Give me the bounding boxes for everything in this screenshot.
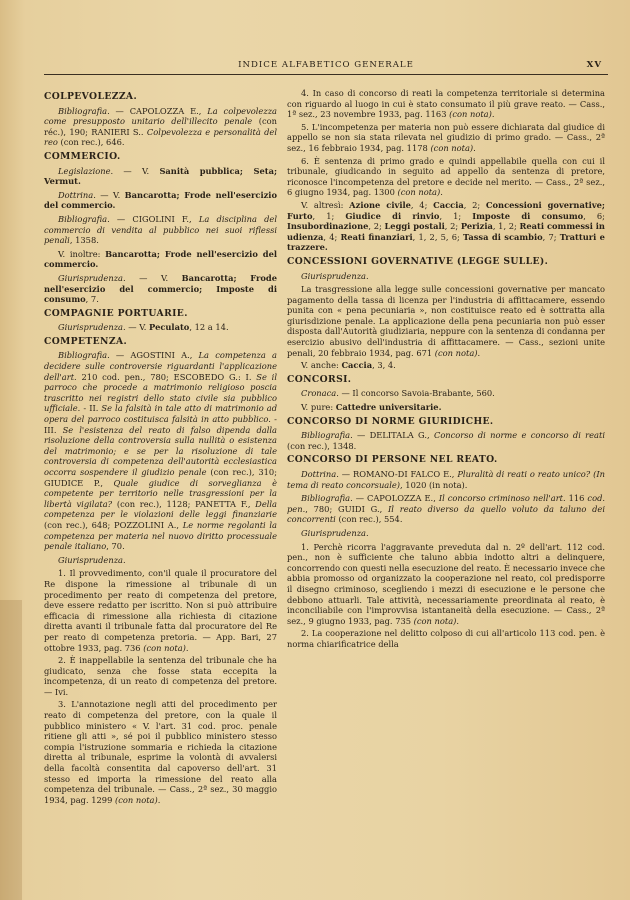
text-run: Bibliografia.	[301, 493, 353, 504]
text-run: , 7;	[542, 231, 560, 242]
text-run: 2. La cooperazione nel delitto colposo di cui all'articolo 113 cod. pen. è norma chiarificatrice della	[287, 628, 605, 649]
text-run: Caccia	[433, 199, 464, 210]
text-run: CAPOLOZZA E.	[129, 105, 199, 116]
running-header	[44, 60, 608, 75]
text-run: Concorso di norme e concorso di reati	[433, 430, 605, 441]
text-run: Se l'esistenza del reato di falso dipenda dalla risoluzione della controversia sulla nullità o esistenza del matrimonio; e se per la risoluzione di tale controversia di competenza dell'autorità ecclesiastica occorra sospendere il giudizio penale	[44, 424, 277, 477]
text-run: Giudice di rinvio	[345, 210, 440, 221]
text-run: Giurisprudenza.	[58, 554, 126, 565]
text-run: —	[352, 430, 370, 441]
text-run: , 1;	[312, 210, 346, 221]
text-run: Reati finanziari	[340, 231, 413, 242]
text-run: —	[338, 469, 353, 479]
text-run: Dottrina.	[301, 469, 339, 479]
text-run: (con rec.), 648;	[44, 519, 114, 530]
text-run: PANETTA F.	[195, 498, 248, 509]
text-run: Tratturi e trazzere.	[287, 231, 605, 253]
section-heading: CONCORSO DI PERSONE NEL REATO.	[287, 454, 498, 466]
text-run: , 2;	[463, 199, 486, 210]
index-entry	[44, 322, 277, 333]
text-run: —	[352, 493, 367, 504]
text-run: Bancarotta; Frode nell'esercizio del commercio.	[44, 248, 277, 270]
text-run: , 1358.	[69, 235, 99, 246]
text-run: Bibliografia.	[301, 430, 353, 441]
index-entry	[44, 190, 277, 211]
text-run: Il concorso criminoso nell'art.	[438, 493, 566, 504]
text-run: (con réc.), 190;	[44, 116, 277, 137]
text-run: 116	[565, 493, 588, 504]
text-run: —	[109, 105, 130, 116]
text-run: — V.	[113, 165, 160, 176]
text-run: (con rec.), 554.	[335, 514, 403, 525]
section-heading: COMPETENZA.	[44, 335, 128, 347]
index-entry	[287, 360, 605, 371]
text-run: , 1, 2;	[492, 221, 520, 232]
index-entry	[44, 350, 277, 551]
text-run: .	[157, 794, 161, 805]
text-run: , 2;	[368, 221, 385, 232]
text-run: (con nota)	[449, 109, 492, 120]
text-run: , 780;	[305, 503, 339, 514]
text-run: .	[456, 615, 460, 626]
text-run: DELITALA G.	[369, 430, 428, 441]
text-run: (con nota)	[143, 642, 186, 653]
text-run: ,	[247, 498, 256, 509]
text-run: V. anche:	[301, 360, 342, 371]
text-run: Tassa di scambio	[463, 231, 543, 242]
text-run: Le norme regolanti la competenza per materia nel nuovo diritto processuale penale italiano	[44, 519, 278, 552]
section-heading: CONCORSI.	[287, 373, 352, 385]
text-run: Azione civile	[349, 199, 411, 210]
text-run: Pluralità di reati o reato unico? (In tema di reato concorsuale)	[287, 469, 605, 490]
text-run: Bibliografia.	[58, 350, 110, 361]
text-run: Caccia	[341, 360, 373, 371]
numbered-entry	[287, 156, 605, 198]
text-run: Dottrina.	[58, 189, 96, 200]
text-run: Il reato diverso da quello voluto da taluno dei concorrenti	[287, 503, 605, 525]
text-run: La competenza a decidere sulle controversie riguardanti l'applicazione dell'art.	[44, 350, 277, 382]
text-run: Della competenza per le violazioni delle leggi finanziarie	[44, 498, 277, 520]
text-run: GUIDI G.	[338, 503, 380, 514]
text-run: .	[140, 126, 147, 137]
text-run: ,	[189, 350, 199, 361]
text-run: (con rec.), 1348.	[287, 440, 357, 451]
text-run: CAPOLOZZA E.	[366, 493, 434, 504]
text-run: V. pure:	[301, 402, 336, 413]
index-entry	[287, 528, 605, 539]
text-run: Quale giudice di sorveglianza è competente per territorio nelle trasgressioni per la libertà vigilata?	[44, 477, 277, 509]
index-entry	[287, 388, 605, 399]
section-heading: COMPAGNIE PORTUARIE.	[44, 307, 188, 319]
text-run: Bibliografia.	[58, 105, 110, 116]
text-run: 5. L'incompetenza per materia non può essere dichiarata dal giudice di appello se non sia stata rilevata nel giudizio di primo grado. — Cass., 2ª sez., 16 febbraio 1934, pag. 1178	[287, 121, 605, 153]
text-run: .	[440, 187, 443, 198]
text-run: Giurisprudenza.	[301, 270, 369, 281]
index-entry	[44, 249, 277, 270]
text-run: ,	[198, 105, 208, 116]
text-run: —	[109, 213, 133, 224]
text-run: .	[477, 347, 481, 358]
index-entry	[44, 273, 277, 305]
text-run: Cronaca.	[301, 388, 339, 399]
text-run: , 7.	[85, 294, 99, 305]
text-run: ,	[176, 519, 183, 530]
text-run: (con nota)	[115, 794, 158, 805]
left-column	[44, 88, 277, 807]
header-title: INDICE ALFABETICO GENERALE	[238, 60, 414, 70]
right-column	[287, 88, 605, 652]
text-run: .	[491, 109, 495, 120]
text-run: ,	[100, 477, 114, 488]
text-run: Reati commessi in udienza	[287, 221, 605, 242]
text-run: Giurisprudenza.	[58, 322, 126, 333]
index-entry	[287, 271, 605, 282]
text-run: , 12 a 14.	[189, 322, 229, 333]
numbered-entry	[44, 568, 277, 653]
text-run: 1. Perchè ricorra l'aggravante preveduta dal n. 2º dell'art. 112 cod. pen., non è sufficiente che taluno abbia indotto altri a delinquere, concorrendo con questi nella esecuzione del reato. È necessario invece che abbia promosso od organizzato la cooperazione nel reato, col predisporre il disegno criminoso, scegliendo i mezzi di esecuzione e le persone che debbono attuarli. Tale attività, necessariamente preordinata al reato, è inconciliabile con l'improvvisa istantaneità della esecuzione. — Cass., 2ª sez., 9 giugno 1933, pag. 735	[287, 541, 605, 626]
text-run: (con rec.), 646.	[57, 137, 125, 148]
text-run: (con nota)	[434, 347, 478, 358]
text-run: Peculato	[149, 322, 190, 333]
index-entry	[44, 106, 277, 148]
text-run: ,	[379, 503, 389, 514]
text-run: Imposte di consumo	[472, 210, 584, 221]
text-run: 4. In caso di concorso di reati la competenza territoriale si determina con riguardo al luogo in cui è stato consumato il più grave reato. — Cass., 1ª sez., 23 novembre 1933, pag. 1163	[287, 88, 605, 120]
text-run: POZZOLINI A.	[113, 519, 177, 530]
text-run: Insubordinazione	[287, 221, 369, 232]
numbered-entry	[287, 88, 605, 120]
text-run: ROMANO-DI FALCO E.	[352, 469, 452, 479]
text-run: Bancarotta; Frode nell'esercizio del commercio.	[44, 189, 277, 211]
text-run: (con nota)	[430, 142, 474, 153]
text-run: GIUDICE P.	[44, 477, 101, 488]
text-run: CIGOLINI F.	[132, 213, 190, 224]
text-run: ,	[451, 469, 458, 479]
text-run: — V.	[125, 322, 150, 333]
index-entry	[44, 166, 277, 187]
numbered-entry	[44, 655, 277, 697]
text-run: Giurisprudenza.	[301, 527, 369, 538]
text-run: (con rec.), 1128;	[112, 498, 196, 509]
text-run: , 3, 4.	[372, 360, 396, 371]
text-run: 2. È inappellabile la sentenza del tribunale che ha giudicato, senza che fosse stata eccepita la incompetenza, di un reato di competenza del pretore. — Ivi.	[44, 655, 277, 697]
text-run: 1. Il provvedimento, con'il quale il procuratore del Re dispone la rimessione al tribunale di un procedimento per reato di competenza del pretore, deve essere redatto per iscritto. Non si può attribuire efficacia di rimessione alla richiesta di citazione diretta avanti il tribunale fatta dal procuratore del Re per reato di competenza pretoria. — App. Bari, 27 ottobre 1933, pag. 736	[44, 568, 277, 653]
text-run: La trasgressione alla legge sulle concessioni governative per mancato pagamento della tassa di licenza per l'industria di affittacamere, essendo punita con « pena pecuniaria », non costituisce reato ed è sottratta alla giurisdizione penale. La applicazione della pena pecuniaria non può esser disposta dall'Autorità giudiziaria, neppure con la sentenza di condanna per esercizio abusivo dell'industria di affittacamere. — Cass., sezioni unite penali, 20 febbraio 1934, pag. 671	[287, 284, 605, 358]
numbered-entry	[287, 628, 605, 649]
text-run: , 70.	[106, 541, 125, 552]
page-number: XV	[586, 60, 602, 70]
numbered-entry	[287, 284, 605, 358]
text-run: Perizia	[460, 221, 493, 232]
text-run: , 1020 (in nota).	[400, 479, 468, 490]
text-run: , 2;	[444, 221, 461, 232]
text-run: .	[185, 642, 189, 653]
text-run: ,	[189, 213, 199, 224]
text-run: , 4;	[323, 231, 341, 242]
text-run: Colpevolezza e personalità del reo	[44, 126, 277, 148]
text-run: ,	[427, 430, 434, 441]
text-run: RANIERI S.	[91, 126, 141, 137]
text-run: - II.	[80, 403, 102, 414]
index-entry	[287, 402, 605, 413]
text-run: Legislazione.	[58, 165, 114, 176]
numbered-entry	[287, 122, 605, 154]
text-run: : I.	[237, 371, 257, 382]
text-run: La disciplina del commercio di vendita al pubblico nei suoi riflessi penali	[44, 213, 277, 246]
text-run: ,	[433, 493, 439, 504]
text-run: .	[473, 142, 476, 153]
text-run: — Il concorso Savoia-Brabante, 560.	[338, 388, 495, 399]
text-run: , 6;	[583, 210, 605, 221]
text-run: ESCOBEDO G.	[173, 371, 238, 382]
text-run: —	[109, 350, 131, 361]
text-run: AGOSTINI A.	[130, 350, 190, 361]
section-heading: COLPEVOLEZZA.	[44, 91, 138, 102]
text-run: La colpevolezza come presupposto unitario dell'illecito penale	[44, 105, 278, 127]
text-run: Concessioni governative; Furto	[287, 199, 605, 221]
text-run: cod. pen.	[287, 493, 606, 514]
text-run: 6. È sentenza di primo grado e quindi appellabile quella con cui il tribunale, giudicando in seguito ad appello da sentenza di pretore, riconosce l'incompetenza del pretore e decide nel merito. — Cass., 2ª sez., 6 giugno 1934, pag. 1300	[287, 155, 605, 198]
text-run: Cattedre universitarie.	[335, 402, 442, 413]
text-run: 3. L'annotazione negli atti del procedimento per reato di competenza del pretore, con la quale il pubblico ministero « V. l'art. 31 cod. proc. penale ritiene gli atti », sé poi il pubblico ministero stesso compia l'istruzione sommaria e richieda la citazione diretta al tribunale, esprime la volontà di avvalersi della facoltà consentita dal capoverso dell'art. 31 stesso ed importa la rimessione del reato alla competenza del tribunale. — Cass., 2ª sez., 30 maggio 1934, pag. 1299	[44, 699, 277, 805]
text-run: 210 cod. pen., 780;	[76, 371, 174, 382]
text-run: - III.	[44, 414, 277, 435]
text-run: — V.	[95, 189, 125, 200]
section-heading: CONCESSIONI GOVERNATIVE (LEGGE SULLE).	[287, 255, 549, 267]
numbered-entry	[44, 699, 277, 805]
index-entry	[44, 214, 277, 246]
text-run: Leggi postali	[384, 221, 445, 232]
text-run: , 1, 2, 5, 6;	[412, 231, 463, 242]
index-entry	[287, 430, 605, 451]
section-heading: COMMERCIO.	[44, 150, 121, 162]
section-heading: CONCORSO DI NORME GIURIDICHE.	[287, 415, 494, 427]
text-run: (con rec.), 310;	[206, 467, 277, 477]
text-run: Bibliografia.	[58, 213, 110, 224]
index-entry	[287, 200, 605, 253]
text-run: Se il parroco che procede a matrimonio religioso poscia trascritto nei registri dello stato civile sia pubblico ufficiale.	[44, 371, 277, 414]
text-run: , 1;	[439, 210, 473, 221]
index-entry	[44, 555, 277, 566]
text-run: — V.	[125, 272, 182, 283]
text-run: Giurisprudenza.	[58, 272, 126, 283]
page-stain	[0, 600, 22, 900]
text-run: Sanità pubblica; Seta; Vermut.	[44, 165, 278, 187]
text-run: Bancarotta; Frode nell'esercizio del commercio; Imposte di consumo	[44, 272, 277, 305]
text-run: (con nota)	[397, 187, 441, 198]
text-run: , 4;	[410, 199, 434, 210]
text-run: Se la falsità in tale atto di matrimonio ad opera del parroco costituisca falsità in atto pubblico.	[44, 403, 277, 425]
text-run: V. inoltre:	[58, 248, 106, 259]
text-run: (con nota)	[413, 615, 457, 626]
text-run: V. altresì:	[301, 199, 350, 210]
index-entry	[287, 469, 605, 490]
numbered-entry	[287, 542, 605, 627]
index-entry	[287, 493, 605, 525]
